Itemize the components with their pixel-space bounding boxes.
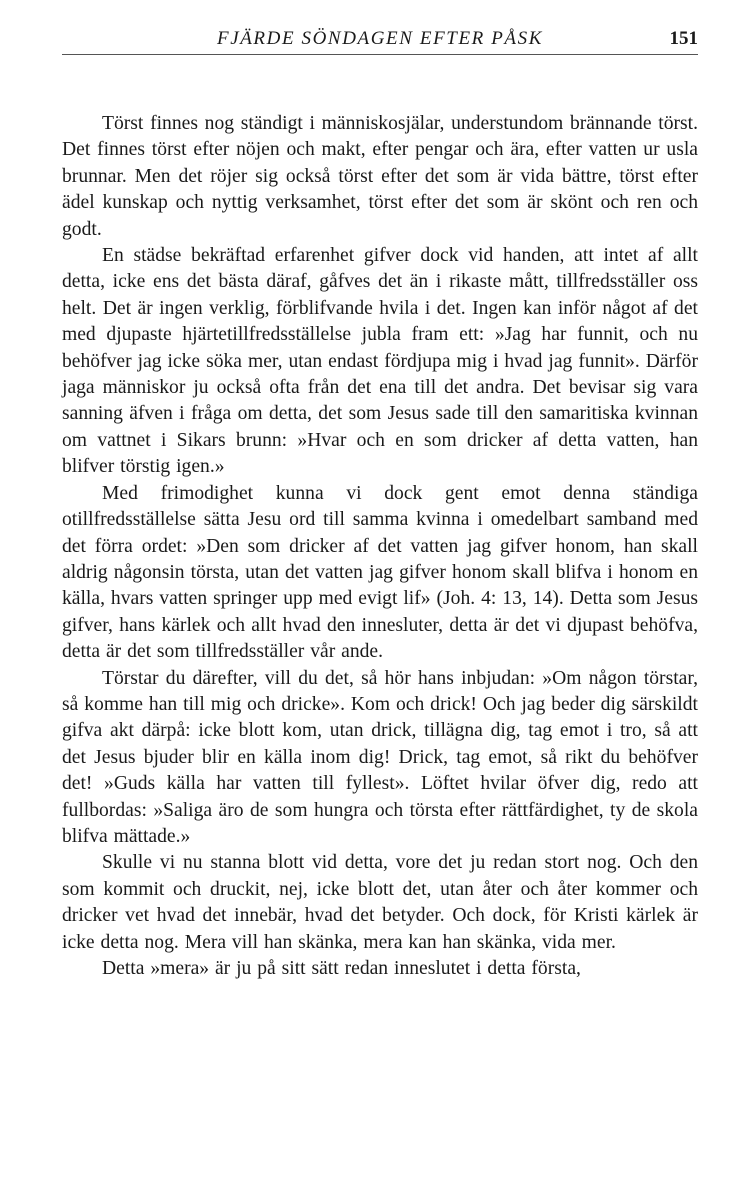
paragraph-2: En städse bekräftad erfarenhet gifver dock vid handen, att intet af allt detta, icke ens det bästa däraf, gåfves det än i rikaste mått, tillfredsställer oss helt. Det är ingen verklig, förblifvande hvila i det. Ingen kan inför något af det med djupaste hjärtetillfredsställelse jubla fram ett: »Jag har funnit, och nu behöfver jag icke söka mer, utan endast fördjupa mig i hvad jag funnit». Därför jaga människor ju också ofta från det ena till det andra. Det bevisar sig vara sanning äfven i fråga om detta, det som Jesus sade till den samaritiska kvinnan om vattnet i Sikars brunn: »Hvar och en som dricker af detta vatten, han blifver törstig igen.» (62, 245, 698, 478)
paragraph-5: Skulle vi nu stanna blott vid detta, vore det ju redan stort nog. Och den som kommit och druckit, nej, icke blott det, utan åter och åter kommer och dricker vet hvad det innebär, hvad det betyder. Och dock, för Kristi kärlek är icke detta nog. Mera vill han skänka, mera kan han skänka, vida mer. (62, 852, 698, 953)
body-text (62, 111, 698, 982)
paragraph-4: Törstar du därefter, vill du det, så hör hans inbjudan: »Om någon törstar, så komme han till mig och dricke». Kom och drick! Och jag beder dig särskildt gifva akt därpå: icke blott kom, utan drick, tillägna dig, tag emot i tro, så att det Jesus bjuder blir en källa inom dig! Drick, tag emot, så rikt du behöfver det! »Guds källa har vatten till fyllest». Löftet hvilar öfver dig, redo att fullbordas: »Saliga äro de som hungra och törsta efter rättfärdighet, ty de skola blifva mättade.» (62, 667, 698, 847)
book-page (62, 26, 698, 982)
page-header (62, 26, 698, 55)
page-number: 151 (669, 28, 698, 49)
running-head: FJÄRDE SÖNDAGEN EFTER PÅSK (216, 28, 544, 49)
paragraph-1: Törst finnes nog ständigt i människosjälar, understundom brännande törst. Det finnes törst efter nöjen och makt, efter pengar och ära, efter vatten ur usla brunnar. Men det röjer sig också törst efter det som är vida bättre, törst efter ädel kunskap och nyttig verksamhet, törst efter det som är skönt och ren och godt. (62, 113, 698, 240)
paragraph-3: Med frimodighet kunna vi dock gent emot denna ständiga otillfredsställelse sätta Jesu ord till samma kvinna i omedelbart samband med det förra ordet: »Den som dricker af det vatten jag gifver honom, han skall aldrig någonsin törsta, utan det vatten jag gifver honom skall blifva i honom en källa, hvars vatten springer upp med evigt lif» (Joh. 4: 13, 14). Detta som Jesus gifver, hans kärlek och allt hvad den innesluter, detta är det vi djupast behöfva, detta är det som tillfredsställer vår ande. (62, 482, 698, 663)
paragraph-6: Detta »mera» är ju på sitt sätt redan inneslutet i detta första, (102, 958, 581, 979)
